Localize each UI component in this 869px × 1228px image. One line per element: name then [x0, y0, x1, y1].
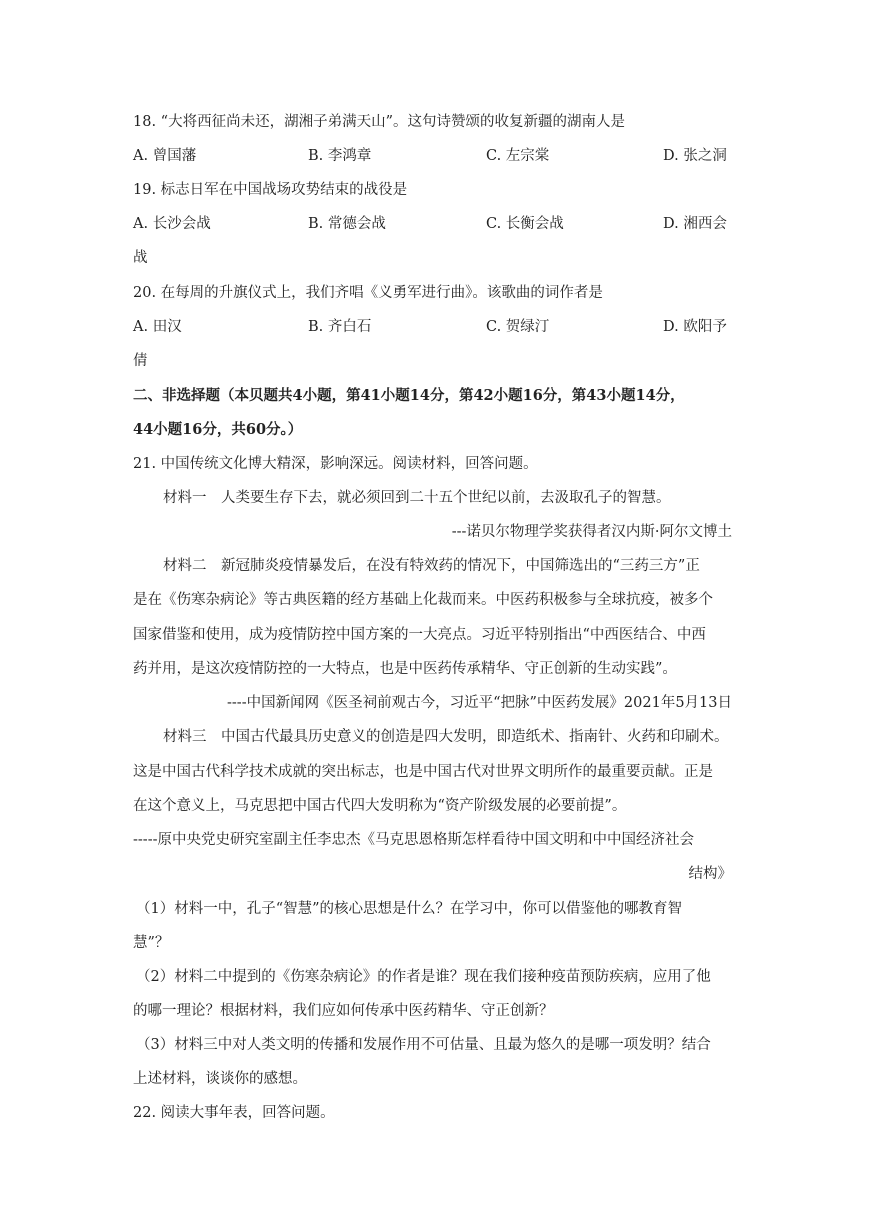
q18-option-c: C. 左宗棠	[486, 148, 550, 164]
q21-stem: 21. 中国传统文化博大精深，影响深远。阅读材料，回答问题。	[133, 456, 538, 472]
q21-material2-line3: 国家借鉴和使用，成为疫情防控中国方案的一大亮点。习近平特别指出“中西医结合、中西	[133, 627, 706, 643]
q21-material3-source-line1: -----原中央党史研究室副主任李忠杰《马克思恩格斯怎样看待中国文明和中中国经济社会	[133, 832, 694, 848]
q20-option-c: C. 贺绿汀	[486, 319, 550, 335]
q21-material3-line1: 材料三 中国古代最具历史意义的创造是四大发明，即造纸术、指南针、火药和印刷术。	[163, 729, 729, 745]
q21-part2-line2: 的哪一理论？根据材料，我们应如何传承中医药精华、守正创新？	[133, 1003, 554, 1019]
q20-option-b: B. 齐白石	[308, 319, 372, 335]
q21-part1-line1: （1）材料一中，孔子“智慧”的核心思想是什么？在学习中，你可以借鉴他的哪教育智	[136, 901, 683, 917]
q21-material2-line2: 是在《伤寒杂病论》等古典医籍的经方基础上化裁而来。中医药积极参与全球抗疫，被多个	[133, 592, 713, 608]
q19-option-d: D. 湘西会	[663, 216, 727, 232]
section2-heading-line1: 二、非选择题（本贝题共4小题，第41小题14分，第42小题16分，第43小题14分，	[133, 387, 685, 404]
q21-material3-line3: 在这个意义上，马克思把中国古代四大发明称为“资产阶级发展的必要前提”。	[133, 798, 627, 814]
q21-material2-line1: 材料二 新冠肺炎疫情暴发后，在没有特效药的情况下，中国筛选出的“三药三方”正	[163, 558, 700, 574]
q20-option-a: A. 田汉	[133, 319, 182, 335]
q19-option-b: B. 常德会战	[308, 216, 386, 232]
q21-material2-line4: 药并用，是这次疫情防控的一大特点，也是中医药传承精华、守正创新的生动实践”。	[133, 661, 677, 677]
q18-option-b: B. 李鸿章	[308, 148, 372, 164]
q21-material1-source: ---诺贝尔物理学奖获得者汉内斯·阿尔文博土	[451, 524, 732, 540]
q21-part3-line1: （3）材料三中对人类文明的传播和发展作用不可估量、且最为悠久的是哪一项发明？结合	[136, 1037, 711, 1053]
q21-material3-source-line2: 结构》	[688, 866, 732, 882]
q20-stem: 20. 在每周的升旗仪式上，我们齐唱《义勇军进行曲》。该歌曲的词作者是	[133, 285, 603, 301]
q21-part2-line1: （2）材料二中提到的《伤寒杂病论》的作者是谁？现在我们接种疫苗预防疾病，应用了他	[136, 969, 711, 985]
q19-option-a: A. 长沙会战	[133, 216, 211, 232]
q19-option-d-wrap: 战	[133, 250, 148, 266]
q18-stem: 18. “大将西征尚未还，湖湘子弟满天山”。这句诗赞颂的收复新疆的湖南人是	[133, 114, 625, 130]
q20-option-d: D. 欧阳予	[663, 319, 727, 335]
q20-option-d-wrap: 倩	[133, 353, 148, 369]
q19-option-c: C. 长衡会战	[486, 216, 564, 232]
q21-material3-line2: 这是中国古代科学技术成就的突出标志，也是中国古代对世界文明所作的最重要贡献。正是	[133, 764, 713, 780]
q18-option-a: A. 曾国藩	[133, 148, 197, 164]
q18-option-d: D. 张之洞	[663, 148, 727, 164]
q21-part1-line2: 慧”？	[133, 935, 170, 951]
q21-part3-line2: 上述材料，谈谈你的感想。	[133, 1071, 307, 1087]
section2-heading-line2: 44小题16分，共60分。）	[133, 421, 303, 438]
q21-material1: 材料一 人类要生存下去，就必须回到二十五个世纪以前，去汲取孔子的智慧。	[163, 490, 671, 506]
q22-stem: 22. 阅读大事年表，回答问题。	[133, 1105, 335, 1121]
q19-stem: 19. 标志日军在中国战场攻势结束的战役是	[133, 182, 408, 198]
q21-material2-source: ----中国新闻网《医圣祠前观古今，习近平“把脉”中医药发展》2021年5月13日	[227, 695, 732, 711]
